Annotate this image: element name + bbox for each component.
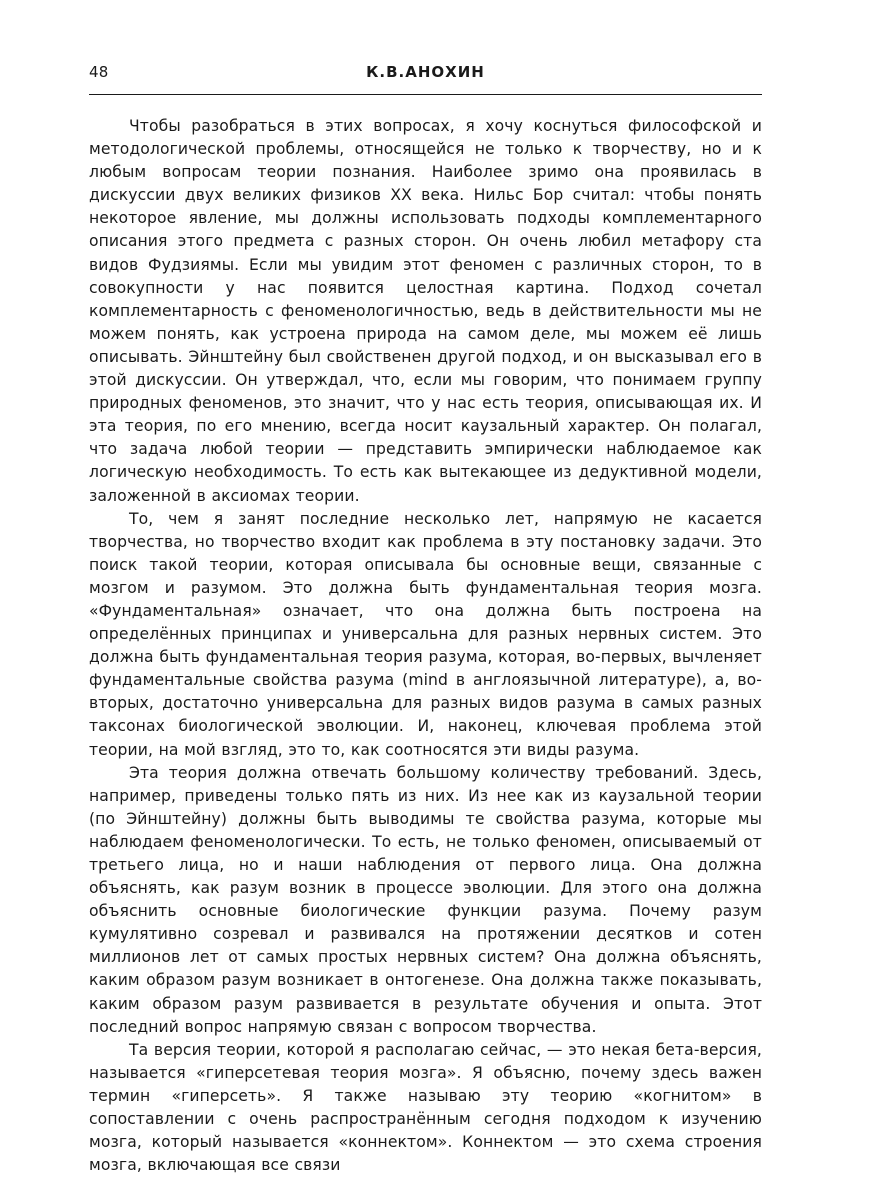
header-author: К.В.АНОХИН	[366, 63, 485, 81]
paragraph-2: То, чем я занят последние несколько лет, напрямую не касается творчества, но творчество входит как проблема в эту постановку задачи. Это поиск такой теории, которая описывала бы основные вещи, связанные с мозгом и разумом. Это должна быть фундаментальная теория мозга. «Фундаментальная» означает, что она должна быть построена на определённых принципах и универсальна для разных нервных систем. Это должна быть фундаментальная теория разума, которая, во-первых, вычленяет фундаментальные свойства разума (mind в англоязычной литературе), а, во-вторых, достаточно универсальна для разных видов разума в самых разных таксонах биологической эволюции. И, наконец, ключевая проблема этой теории, на мой взгляд, это то, как соотносятся эти виды разума.	[89, 509, 762, 759]
paragraph-4: Та версия теории, которой я располагаю сейчас, — это некая бета-версия, называется «гиперсетевая теория мозга». Я объясню, почему здесь важен термин «гиперсеть». Я также называю эту теорию «когнитом» в сопоставлении с очень распространённым сегодня подходом к изучению мозга, который называется «коннектом». Коннектом — это схема строения мозга, включающая все связи	[89, 1040, 762, 1175]
running-head	[89, 60, 762, 95]
paragraph-1: Чтобы разобраться в этих вопросах, я хочу коснуться философской и методологической проблемы, относящейся не только к творчеству, но и к любым вопросам теории познания. Наиболее зримо она проявилась в дискуссии двух великих физиков XX века. Нильс Бор считал: чтобы понять некоторое явление, мы должны использовать подходы комплементарного описания этого предмета с разных сторон. Он очень любил метафору ста видов Фудзиямы. Если мы увидим этот феномен с различных сторон, то в совокупности у нас появится целостная картина. Подход сочетал комплементарность с феноменологичностью, ведь в действительности мы не можем понять, как устроена природа на самом деле, мы можем её лишь описывать. Эйнштейну был свойственен другой подход, и он высказывал его в этой дискуссии. Он утверждал, что, если мы говорим, что понимаем группу природных феноменов, это значит, что у нас есть теория, описывающая их. И эта теория, по его мнению, всегда носит каузальный характер. Он полагал, что задача любой теории — представить эмпирически наблюдаемое как логическую необходимость. То есть как вытекающее из дедуктивной модели, заложенной в аксиомах теории.	[89, 117, 762, 505]
body-text	[89, 115, 762, 1177]
page-number: 48	[89, 63, 109, 81]
paragraph-3: Эта теория должна отвечать большому количеству требований. Здесь, например, приведены только пять из них. Из нее как из каузальной теории (по Эйнштейну) должны быть выводимы те свойства разума, которые мы наблюдаем феноменологически. То есть, не только феномен, описываемый от третьего лица, но и наши наблюдения от первого лица. Она должна объяснять, как разум возник в процессе эволюции. Для этого она должна объяснить основные биологические функции разума. Почему разум кумулятивно созревал и развивался на протяжении десятков и сотен миллионов лет от самых простых нервных систем? Она должна объяснять, каким образом разум возникает в онтогенезе. Она должна также показывать, каким образом разум развивается в результате обучения и опыта. Этот последний вопрос напрямую связан с вопросом творчества.	[89, 763, 762, 1036]
